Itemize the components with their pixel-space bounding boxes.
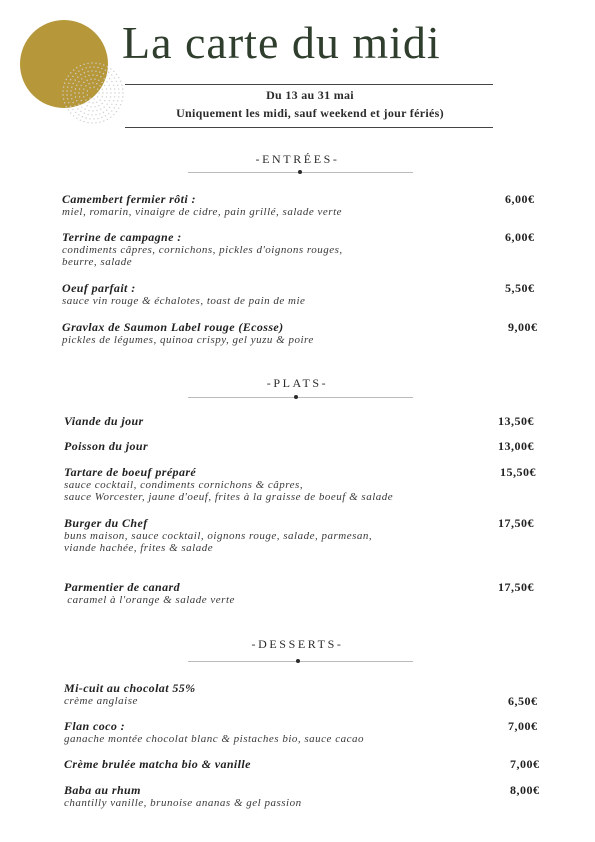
halftone-dot: [84, 109, 85, 110]
halftone-dot: [74, 92, 75, 93]
halftone-dot: [106, 110, 107, 111]
halftone-dot: [73, 69, 74, 70]
halftone-dot: [76, 84, 77, 85]
halftone-dot: [106, 96, 107, 97]
item-name: Crème brulée matcha bio & vanille: [64, 757, 251, 771]
halftone-dot: [99, 99, 100, 100]
menu-item: [64, 439, 148, 453]
halftone-dot: [106, 92, 107, 93]
halftone-dot: [75, 88, 76, 89]
halftone-dot: [92, 102, 93, 103]
item-name: Parmentier de canard: [64, 580, 180, 594]
menu-item: [62, 320, 314, 346]
halftone-dot: [78, 70, 79, 71]
halftone-dot: [72, 102, 73, 103]
halftone-dot: [95, 114, 96, 115]
halftone-dot: [83, 64, 84, 65]
menu-note: Uniquement les midi, sauf weekend et jour fériés): [176, 106, 444, 120]
halftone-dot: [67, 98, 68, 99]
item-price: 8,00€: [510, 783, 540, 797]
menu-item: [64, 757, 251, 771]
halftone-dot: [90, 106, 91, 107]
title-rule-top: [125, 84, 493, 85]
halftone-dot: [100, 109, 101, 110]
item-name: Tartare de boeuf préparé: [64, 465, 197, 479]
item-description: sauce vin rouge & échalotes, toast de pain de mie: [62, 295, 306, 307]
halftone-dot: [97, 96, 98, 97]
halftone-dot: [84, 76, 85, 77]
halftone-dot: [76, 67, 77, 68]
item-price: 17,50€: [498, 580, 534, 594]
halftone-dot: [104, 106, 105, 107]
halftone-dot: [70, 90, 71, 91]
halftone-dot: [62, 94, 63, 95]
item-description: ganache montée chocolat blanc & pistaches bio, sauce cacao: [64, 733, 364, 745]
halftone-dot: [81, 106, 82, 107]
item-name: Mi-cuit au chocolat 55%: [64, 681, 196, 695]
halftone-dot: [89, 87, 90, 88]
halftone-dot: [91, 122, 92, 123]
halftone-dot: [103, 112, 104, 113]
halftone-dot: [72, 76, 73, 77]
halftone-dot: [120, 81, 121, 82]
item-name: Burger du Chef: [64, 516, 148, 530]
item-name: Poisson du jour: [64, 439, 149, 453]
halftone-dot: [116, 74, 117, 75]
item-description: viande hachée, frites & salade: [64, 542, 214, 554]
halftone-dot: [91, 114, 92, 115]
menu-item: [64, 580, 235, 606]
item-description: beurre, salade: [62, 256, 133, 268]
halftone-dot: [88, 83, 89, 84]
halftone-dot: [76, 118, 77, 119]
halftone-dot: [114, 77, 115, 78]
halftone-dot: [99, 121, 100, 122]
halftone-dot: [86, 105, 87, 106]
section-divider-dot: [296, 659, 300, 663]
halftone-dot: [85, 85, 86, 86]
halftone-dot: [101, 117, 102, 118]
halftone-dot: [102, 92, 103, 93]
halftone-dot: [80, 74, 81, 75]
halftone-dot: [70, 79, 71, 80]
item-name: Viande du jour: [64, 414, 144, 428]
halftone-dot: [77, 76, 78, 77]
halftone-dot: [88, 110, 89, 111]
halftone-dot: [68, 102, 69, 103]
halftone-dot: [66, 94, 67, 95]
halftone-dot: [116, 81, 117, 82]
item-description: sauce cocktail, condiments cornichons & câpres,: [64, 479, 304, 491]
halftone-dot: [76, 100, 77, 101]
menu-dates: Du 13 au 31 mai: [266, 88, 354, 102]
halftone-dot: [103, 64, 104, 65]
halftone-dot: [87, 71, 88, 72]
halftone-dot: [86, 80, 87, 81]
item-description: crème anglaise: [64, 695, 138, 707]
halftone-dot: [67, 86, 68, 87]
halftone-dot: [111, 104, 112, 105]
halftone-dot: [78, 81, 79, 82]
halftone-dot: [78, 92, 79, 93]
menu-item: [64, 719, 364, 745]
halftone-dot: [75, 112, 76, 113]
halftone-dot: [78, 114, 79, 115]
item-price: 7,00€: [508, 719, 538, 733]
halftone-dot: [104, 100, 105, 101]
halftone-dot: [101, 68, 102, 69]
item-price: 9,00€: [508, 320, 538, 334]
halftone-dot: [84, 113, 85, 114]
item-description: miel, romarin, vinaigre de cidre, pain grillé, salade verte: [62, 206, 343, 218]
halftone-dot: [66, 90, 67, 91]
halftone-dot: [95, 62, 96, 63]
item-description: pickles de légumes, quinoa crispy, gel yuzu & poire: [62, 334, 314, 346]
item-name: Terrine de campagne :: [62, 230, 182, 244]
halftone-dot: [83, 96, 84, 97]
halftone-dot: [92, 110, 93, 111]
halftone-dot: [95, 122, 96, 123]
halftone-dot: [87, 90, 88, 91]
menu-item: [64, 414, 144, 428]
halftone-dot: [96, 110, 97, 111]
halftone-dot: [79, 88, 80, 89]
halftone-dot: [102, 88, 103, 89]
halftone-dot: [70, 112, 71, 113]
menu-item: [64, 783, 302, 809]
menu-item: [62, 281, 305, 307]
item-description: caramel à l'orange & salade verte: [64, 594, 235, 606]
halftone-dot: [117, 84, 118, 85]
halftone-dot: [104, 78, 105, 79]
halftone-dot: [106, 81, 107, 82]
section-divider: [188, 661, 413, 662]
item-name: Baba au rhum: [64, 783, 141, 797]
halftone-dot: [105, 69, 106, 70]
halftone-dot: [96, 102, 97, 103]
halftone-dot: [97, 118, 98, 119]
halftone-dot: [109, 78, 110, 79]
menu-item: [64, 516, 372, 554]
halftone-dot: [70, 72, 71, 73]
halftone-dot: [89, 98, 90, 99]
title-rule-bottom: [125, 127, 493, 128]
halftone-dot: [68, 83, 69, 84]
item-price: 5,50€: [505, 281, 535, 295]
halftone-dot: [106, 75, 107, 76]
section-divider: [188, 397, 413, 398]
section-divider-dot: [294, 395, 298, 399]
halftone-dot: [94, 106, 95, 107]
halftone-dot: [88, 75, 89, 76]
section-title-entrees: -ENTRÉES-: [255, 152, 340, 166]
section-title-plats: -PLATS-: [266, 376, 329, 390]
halftone-dot: [107, 66, 108, 67]
halftone-dot: [75, 96, 76, 97]
halftone-dot: [102, 96, 103, 97]
item-description: buns maison, sauce cocktail, oignons rouge, salade, parmesan,: [64, 530, 373, 542]
halftone-dot: [79, 96, 80, 97]
halftone-dot: [96, 75, 97, 76]
halftone-dot: [80, 65, 81, 66]
halftone-dot: [99, 85, 100, 86]
item-name: Gravlax de Saumon Label rouge (Ecosse): [62, 320, 284, 334]
item-price: 17,50€: [498, 516, 534, 530]
item-name: Camembert fermier rôti :: [62, 192, 196, 206]
halftone-dot: [87, 122, 88, 123]
halftone-dot: [99, 113, 100, 114]
halftone-dot: [110, 68, 111, 69]
halftone-dot: [75, 105, 76, 106]
halftone-dot: [71, 98, 72, 99]
item-description: sauce Worcester, jaune d'oeuf, frites à la graisse de boeuf & salade: [64, 491, 394, 503]
item-price: 6,00€: [505, 230, 535, 244]
halftone-dot: [111, 81, 112, 82]
halftone-dot: [93, 66, 94, 67]
halftone-dot: [80, 111, 81, 112]
halftone-dot: [108, 72, 109, 73]
halftone-dot: [68, 75, 69, 76]
halftone-dot: [109, 84, 110, 85]
halftone-dot: [104, 85, 105, 86]
halftone-dot: [95, 71, 96, 72]
menu-item: [64, 465, 393, 503]
item-description: chantilly vanille, brunoise ananas & gel passion: [64, 797, 302, 809]
item-price: 13,50€: [498, 414, 534, 428]
halftone-dot: [92, 74, 93, 75]
halftone-dot: [99, 63, 100, 64]
halftone-dot: [83, 82, 84, 83]
halftone-dot: [81, 100, 82, 101]
halftone-dot: [88, 102, 89, 103]
halftone-dot: [87, 63, 88, 64]
halftone-dot: [91, 62, 92, 63]
halftone-dot: [83, 103, 84, 104]
halftone-dot: [91, 70, 92, 71]
halftone-dot: [111, 74, 112, 75]
halftone-dot: [63, 86, 64, 87]
halftone-dot: [101, 82, 102, 83]
halftone-dot: [100, 76, 101, 77]
halftone-dot: [107, 119, 108, 120]
halftone-dot: [103, 73, 104, 74]
halftone-dot: [70, 94, 71, 95]
halftone-dot: [70, 106, 71, 107]
halftone-dot: [82, 92, 83, 93]
item-name: Oeuf parfait :: [62, 281, 136, 295]
halftone-dot: [92, 82, 93, 83]
item-price: 15,50€: [500, 465, 536, 479]
item-price: 7,00€: [510, 757, 540, 771]
halftone-dot: [73, 115, 74, 116]
halftone-dot: [75, 79, 76, 80]
halftone-dot: [68, 109, 69, 110]
halftone-dot: [87, 94, 88, 95]
halftone-dot: [64, 102, 65, 103]
halftone-dot: [66, 106, 67, 107]
item-name: Flan coco :: [64, 719, 126, 733]
halftone-dot: [106, 88, 107, 89]
halftone-dot: [83, 88, 84, 89]
halftone-dot: [82, 116, 83, 117]
item-description: condiments câpres, cornichons, pickles d'oignons rouges,: [62, 244, 343, 256]
halftone-dot: [82, 69, 83, 70]
menu-item: [62, 230, 343, 268]
halftone-dot: [81, 78, 82, 79]
halftone-dot: [105, 115, 106, 116]
halftone-dot: [71, 86, 72, 87]
halftone-dot: [118, 77, 119, 78]
halftone-dot: [62, 90, 63, 91]
halftone-dot: [113, 85, 114, 86]
halftone-dot: [66, 79, 67, 80]
halftone-dot: [87, 114, 88, 115]
section-divider-dot: [298, 170, 302, 174]
halftone-dot: [97, 88, 98, 89]
halftone-dot: [85, 99, 86, 100]
item-price: 6,00€: [505, 192, 535, 206]
halftone-dot: [80, 120, 81, 121]
halftone-dot: [63, 98, 64, 99]
halftone-dot: [101, 103, 102, 104]
section-title-desserts: -DESSERTS-: [251, 637, 344, 651]
halftone-dot: [97, 67, 98, 68]
item-price: 13,00€: [498, 439, 534, 453]
halftone-dot: [72, 109, 73, 110]
menu-title: La carte du midi: [122, 17, 441, 68]
halftone-dot: [106, 104, 107, 105]
halftone-dot: [77, 108, 78, 109]
halftone-dot: [72, 83, 73, 84]
halftone-dot: [113, 71, 114, 72]
halftone-dot: [89, 118, 90, 119]
halftone-dot: [83, 121, 84, 122]
halftone-dot: [81, 85, 82, 86]
halftone-dot: [94, 78, 95, 79]
halftone-dot: [98, 105, 99, 106]
halftone-dot: [98, 92, 99, 93]
halftone-dot: [64, 82, 65, 83]
halftone-dot: [93, 118, 94, 119]
item-price: 6,50€: [508, 694, 538, 708]
halftone-dot: [93, 86, 94, 87]
halftone-dot: [78, 104, 79, 105]
halftone-dot: [84, 72, 85, 73]
halftone-dot: [98, 80, 99, 81]
halftone-dot: [85, 67, 86, 68]
halftone-dot: [103, 120, 104, 121]
halftone-dot: [85, 117, 86, 118]
halftone-dot: [121, 84, 122, 85]
halftone-dot: [96, 83, 97, 84]
halftone-dot: [89, 66, 90, 67]
halftone-dot: [99, 71, 100, 72]
halftone-dot: [90, 78, 91, 79]
menu-item: [64, 681, 196, 707]
menu-item: [62, 192, 342, 218]
halftone-dot: [75, 73, 76, 74]
halftone-dot: [93, 98, 94, 99]
